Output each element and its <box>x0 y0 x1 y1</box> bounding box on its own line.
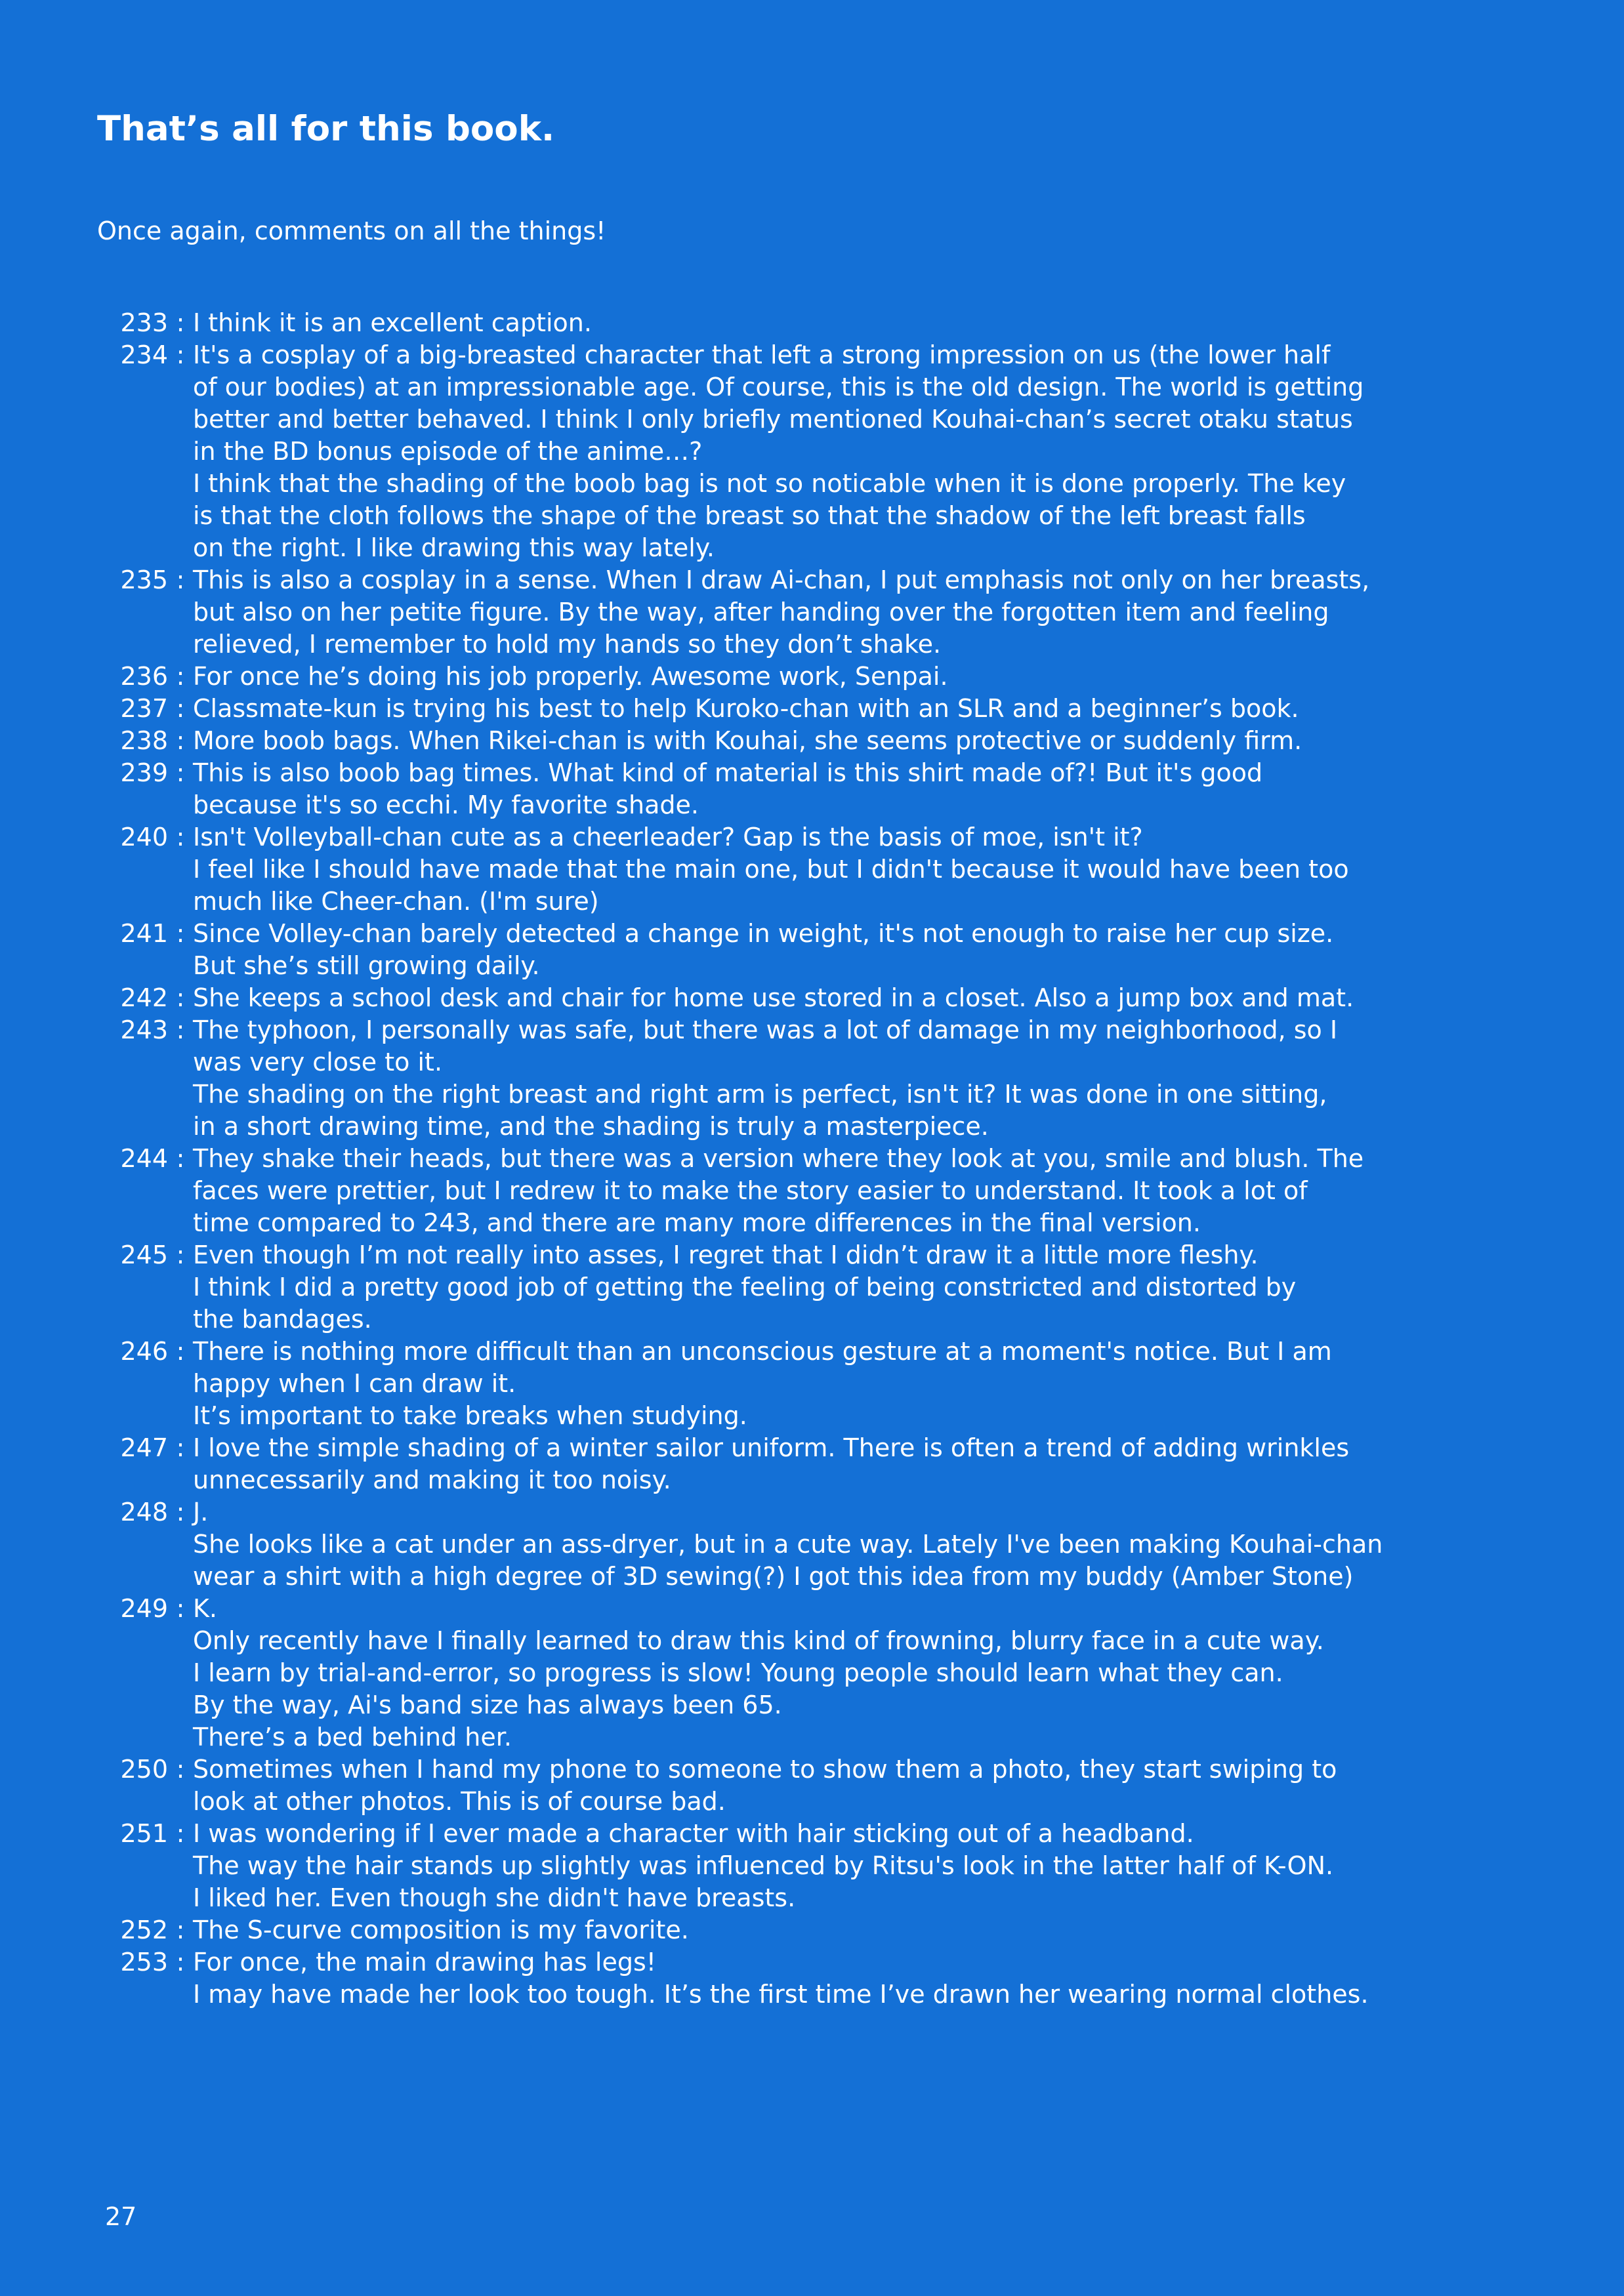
comment-entry <box>92 307 1594 339</box>
entry-separator: : <box>176 983 185 1012</box>
entry-line: I think that the shading of the boob bag is not so noticable when it is done properly. The key <box>193 469 1346 498</box>
entry-separator: : <box>176 308 185 337</box>
entry-number: 240 <box>120 823 168 851</box>
entry-line: There’s a bed behind her. <box>193 1723 512 1752</box>
entry-separator: : <box>176 726 185 755</box>
entry-line: but also on her petite figure. By the way, after handing over the forgotten item and feeling <box>193 598 1329 626</box>
comment-entry <box>92 982 1594 1014</box>
entry-number: 252 <box>120 1916 168 1944</box>
entry-text <box>193 918 1594 982</box>
entry-text <box>193 1818 1594 1914</box>
entry-line: But she’s still growing daily. <box>193 951 540 980</box>
entry-separator: : <box>176 758 185 787</box>
entry-separator: : <box>176 1594 185 1623</box>
comment-entry <box>92 918 1594 982</box>
entry-number: 251 <box>120 1819 168 1848</box>
comment-entry <box>92 725 1594 757</box>
entry-line: the bandages. <box>193 1305 372 1334</box>
entry-line: faces were prettier, but I redrew it to make the story easier to understand. It took a lot of <box>193 1176 1308 1205</box>
comment-entry <box>92 1946 1594 2011</box>
page-number: 27 <box>105 2202 137 2231</box>
entry-separator: : <box>176 823 185 851</box>
entry-separator: : <box>176 919 185 948</box>
entry-text <box>193 1593 1594 1753</box>
entry-line: There is nothing more difficult than an unconscious gesture at a moment's notice. But I am <box>193 1337 1332 1366</box>
entry-number: 249 <box>120 1594 168 1623</box>
entry-text <box>193 693 1594 725</box>
entry-separator: : <box>176 1337 185 1366</box>
comment-list <box>92 307 1594 2011</box>
entry-text <box>193 661 1594 693</box>
entry-number: 242 <box>120 983 168 1012</box>
entry-line: was very close to it. <box>193 1048 443 1076</box>
comment-entry <box>92 1336 1594 1432</box>
entry-number: 233 <box>120 308 168 337</box>
entry-line: It’s important to take breaks when studying. <box>193 1401 747 1430</box>
entry-line: Isn't Volleyball-chan cute as a cheerleader? Gap is the basis of moe, isn't it? <box>193 823 1143 851</box>
entry-text <box>193 821 1594 918</box>
entry-number: 247 <box>120 1433 168 1462</box>
entry-number: 244 <box>120 1144 168 1173</box>
entry-line: unnecessarily and making it too noisy. <box>193 1466 671 1494</box>
entry-line: in a short drawing time, and the shading is truly a masterpiece. <box>193 1112 989 1141</box>
comment-entry <box>92 1143 1594 1239</box>
comment-entry <box>92 1818 1594 1914</box>
entry-text <box>193 1432 1594 1496</box>
entry-separator: : <box>176 1948 185 1977</box>
entry-number: 236 <box>120 662 168 691</box>
comment-entry <box>92 339 1594 564</box>
entry-line: I love the simple shading of a winter sailor uniform. There is often a trend of adding wrinkles <box>193 1433 1350 1462</box>
entry-line: of our bodies) at an impressionable age. Of course, this is the old design. The world is getting <box>193 373 1364 401</box>
comment-entry <box>92 757 1594 821</box>
comment-entry <box>92 1914 1594 1946</box>
entry-line: time compared to 243, and there are many more differences in the final version. <box>193 1208 1201 1237</box>
entry-text <box>193 1946 1594 2011</box>
entry-separator: : <box>176 1433 185 1462</box>
entry-line: Since Volley-chan barely detected a change in weight, it's not enough to raise her cup size. <box>193 919 1334 948</box>
entry-number: 246 <box>120 1337 168 1366</box>
entry-number: 253 <box>120 1948 168 1977</box>
entry-line: I learn by trial-and-error, so progress is slow! Young people should learn what they can. <box>193 1658 1283 1687</box>
entry-line: Sometimes when I hand my phone to someone to show them a photo, they start swiping to <box>193 1755 1337 1784</box>
entry-separator: : <box>176 565 185 594</box>
entry-line: because it's so ecchi. My favorite shade. <box>193 790 699 819</box>
entry-number: 239 <box>120 758 168 787</box>
entry-number: 237 <box>120 694 168 723</box>
entry-line: J. <box>193 1498 209 1527</box>
comment-entry <box>92 564 1594 661</box>
entry-text <box>193 1496 1594 1593</box>
entry-text <box>193 1014 1594 1143</box>
entry-line: The way the hair stands up slightly was influenced by Ritsu's look in the latter half of K-ON. <box>193 1851 1334 1880</box>
entry-number: 243 <box>120 1015 168 1044</box>
entry-line: is that the cloth follows the shape of the breast so that the shadow of the left breast falls <box>193 501 1306 530</box>
comment-entry <box>92 693 1594 725</box>
entry-separator: : <box>176 1144 185 1173</box>
entry-line: wear a shirt with a high degree of 3D sewing(?) I got this idea from my buddy (Amber Stone) <box>193 1562 1354 1591</box>
entry-line: I liked her. Even though she didn't have breasts. <box>193 1883 796 1912</box>
entry-line: on the right. I like drawing this way lately. <box>193 533 715 562</box>
entry-text <box>193 564 1594 661</box>
entry-text <box>193 725 1594 757</box>
entry-line: More boob bags. When Rikei-chan is with Kouhai, she seems protective or suddenly firm. <box>193 726 1302 755</box>
entry-line: relieved, I remember to hold my hands so they don’t shake. <box>193 630 942 659</box>
entry-number: 245 <box>120 1240 168 1269</box>
entry-line: For once, the main drawing has legs! <box>193 1948 656 1977</box>
comment-entry <box>92 1432 1594 1496</box>
entry-line: Classmate-kun is trying his best to help Kuroko-chan with an SLR and a beginner’s book. <box>193 694 1299 723</box>
entry-text <box>193 1753 1594 1818</box>
entry-separator: : <box>176 1240 185 1269</box>
entry-number: 238 <box>120 726 168 755</box>
comment-entry <box>92 1496 1594 1593</box>
comment-entry <box>92 821 1594 918</box>
entry-number: 248 <box>120 1498 168 1527</box>
entry-separator: : <box>176 1755 185 1784</box>
entry-number: 234 <box>120 340 168 369</box>
entry-line: happy when I can draw it. <box>193 1369 516 1398</box>
comment-entry <box>92 1593 1594 1753</box>
entry-separator: : <box>176 1498 185 1527</box>
entry-separator: : <box>176 1819 185 1848</box>
entry-line: By the way, Ai's band size has always been 65. <box>193 1691 782 1719</box>
entry-line: I think it is an excellent caption. <box>193 308 592 337</box>
entry-line: K. <box>193 1594 217 1623</box>
entry-line: Only recently have I finally learned to draw this kind of frowning, blurry face in a cute way. <box>193 1626 1324 1655</box>
entry-line: This is also a cosplay in a sense. When I draw Ai-chan, I put emphasis not only on her breasts, <box>193 565 1370 594</box>
entry-text <box>193 1143 1594 1239</box>
entry-line: I think I did a pretty good job of getting the feeling of being constricted and distorted by <box>193 1273 1297 1302</box>
entry-text <box>193 757 1594 821</box>
entry-line: much like Cheer-chan. (I'm sure) <box>193 887 599 916</box>
entry-separator: : <box>176 1015 185 1044</box>
entry-line: in the BD bonus episode of the anime…? <box>193 437 703 466</box>
entry-number: 235 <box>120 565 168 594</box>
entry-line: I feel like I should have made that the main one, but I didn't because it would have been too <box>193 855 1349 884</box>
comment-entry <box>92 661 1594 693</box>
comment-entry <box>92 1753 1594 1818</box>
entry-line: I may have made her look too tough. It’s the first time I’ve drawn her wearing normal clothes. <box>193 1980 1369 2009</box>
entry-separator: : <box>176 340 185 369</box>
entry-text <box>193 982 1594 1014</box>
entry-line: They shake their heads, but there was a version where they look at you, smile and blush. The <box>193 1144 1364 1173</box>
entry-number: 241 <box>120 919 168 948</box>
entry-number: 250 <box>120 1755 168 1784</box>
entry-line: Even though I’m not really into asses, I regret that I didn’t draw it a little more fleshy. <box>193 1240 1259 1269</box>
entry-line: better and better behaved. I think I only briefly mentioned Kouhai-chan’s secret otaku status <box>193 405 1353 434</box>
entry-line: The S-curve composition is my favorite. <box>193 1916 689 1944</box>
page-title: That’s all for this book. <box>97 109 555 149</box>
entry-separator: : <box>176 662 185 691</box>
entry-line: The typhoon, I personally was safe, but there was a lot of damage in my neighborhood, so I <box>193 1015 1338 1044</box>
entry-line: I was wondering if I ever made a character with hair sticking out of a headband. <box>193 1819 1194 1848</box>
comment-entry <box>92 1014 1594 1143</box>
entry-line: She keeps a school desk and chair for home use stored in a closet. Also a jump box and mat. <box>193 983 1354 1012</box>
entry-text <box>193 339 1594 564</box>
entry-separator: : <box>176 694 185 723</box>
comment-entry <box>92 1239 1594 1336</box>
entry-text <box>193 307 1594 339</box>
entry-line: The shading on the right breast and right arm is perfect, isn't it? It was done in one sitting, <box>193 1080 1327 1109</box>
entry-line: She looks like a cat under an ass-dryer, but in a cute way. Lately I've been making Kouhai-chan <box>193 1530 1383 1559</box>
entry-line: It's a cosplay of a big-breasted character that left a strong impression on us (the lower half <box>193 340 1331 369</box>
entry-line: For once he’s doing his job properly. Awesome work, Senpai. <box>193 662 948 691</box>
entry-line: look at other photos. This is of course bad. <box>193 1787 726 1816</box>
entry-separator: : <box>176 1916 185 1944</box>
entry-text <box>193 1914 1594 1946</box>
entry-text <box>193 1336 1594 1432</box>
entry-text <box>193 1239 1594 1336</box>
entry-line: This is also boob bag times. What kind of material is this shirt made of?! But it's good <box>193 758 1263 787</box>
intro-text: Once again, comments on all the things! <box>97 216 606 245</box>
